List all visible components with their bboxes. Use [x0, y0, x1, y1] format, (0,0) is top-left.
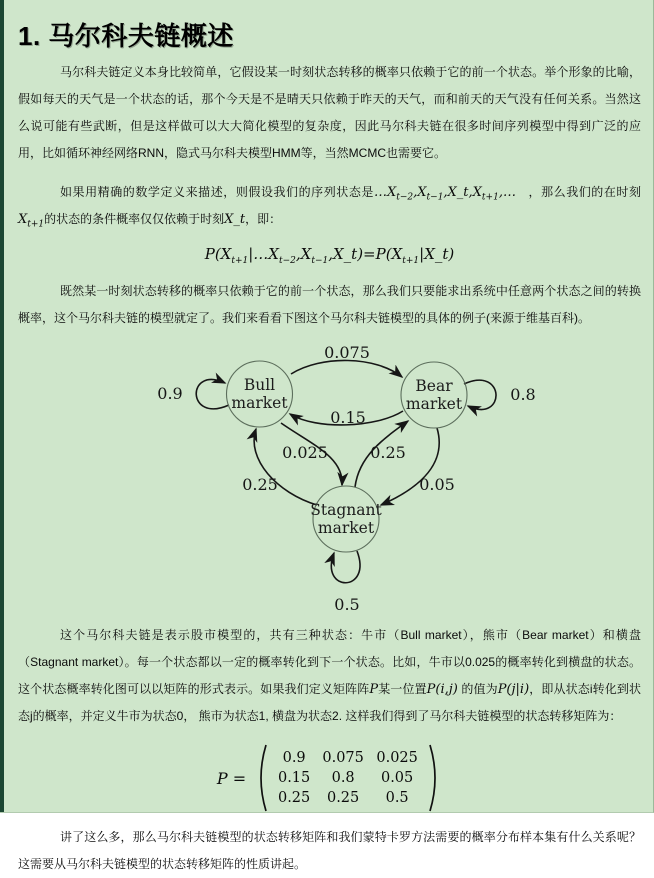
- edge-stagnant-self-loop: [331, 551, 360, 583]
- edge-bull-self-loop: [196, 380, 229, 409]
- transition-matrix-equation: [18, 742, 641, 814]
- matrix-cell: 0.15: [277, 770, 311, 786]
- paragraph-text: 马尔科夫链定义本身比较简单，它假设某一时刻状态转移的概率只依赖于它的前一个状态。举个形象的比喻，假如每天的天气是一个状态的话，那个今天是不是晴天只依赖于昨天的天气，而和前天的天气没有任何关系。当然这么说可能有些武断，但是这样做可以大大简化模型的复杂度，因此马尔科夫链在很多时间序列模型中得到广泛的应用，比如循环神经网络RNN，隐式马尔科夫模型HMM等，当然MCMC也需要它。: [18, 65, 641, 160]
- prob-stagnant-self: 0.5: [334, 595, 360, 614]
- paragraph-text: 的状态的条件概率仅仅依赖于时刻: [44, 212, 225, 226]
- transition-matrix-values: [268, 748, 428, 808]
- window-edge-stripe: [0, 0, 4, 812]
- prob-stagnant-to-bull: 0.25: [242, 475, 278, 494]
- matrix-cell: 0.025: [376, 750, 418, 766]
- paragraph-text: ，即：: [245, 212, 282, 226]
- state-diagram-svg: [136, 344, 556, 614]
- matrix-cell: 0.8: [331, 770, 355, 786]
- prob-bull-self: 0.9: [157, 384, 183, 403]
- page-title: 1. 马尔科夫链概述: [18, 21, 234, 51]
- paragraph-text: 某一位置: [378, 682, 427, 696]
- inline-math-Pji: P(j|i): [497, 682, 530, 697]
- paragraph-closing: [18, 824, 641, 878]
- prob-stagnant-to-bear: 0.25: [370, 443, 406, 462]
- prob-bear-to-stagnant: 0.05: [419, 475, 455, 494]
- paragraph-text: ，即从状态i转化到状态j的概率，并定义牛市为状态0， 熊市为状态1, 横盘为状态2. 这样我们得到了马尔科夫链模型的状态转移矩阵为：: [18, 682, 641, 723]
- node-stagnant-label-line2: market: [317, 519, 375, 537]
- matrix-right-paren: [428, 742, 442, 814]
- matrix-cell: 0.25: [277, 790, 311, 806]
- edge-bear-self-loop: [464, 380, 496, 409]
- matrix-cell: 0.075: [322, 750, 364, 766]
- paragraph-text: 既然某一时刻状态转移的概率只依赖于它的前一个状态，那么我们只要能求出系统中任意两个状态之间的转换概率，这个马尔科夫链的模型就定了。我们来看看下图这个马尔科夫链模型的具体的例子(来源于维基百科)。: [18, 284, 641, 325]
- paragraph-text: 讲了这么多，那么马尔科夫链模型的状态转移矩阵和我们蒙特卡罗方法需要的概率分布样本集有什么关系呢？这需要从马尔科夫链模型的状态转移矩阵的性质讲起。: [18, 830, 641, 871]
- node-bear-label-line2: market: [405, 395, 463, 413]
- paragraph-text: 如果用精确的数学定义来描述，则假设我们的序列状态是: [60, 185, 374, 199]
- inline-math-xt: X_t: [224, 212, 246, 227]
- prob-bear-to-bull: 0.15: [330, 408, 366, 427]
- prob-bull-to-stagnant: 0.025: [282, 443, 328, 462]
- matrix-cell: 0.05: [380, 770, 414, 786]
- prob-bear-self: 0.8: [510, 385, 536, 404]
- equation-math: $P(X_{t+1}|\dots X_{t-2},X_{t-1},X\_t)=P(X_{t+1}|X\_t)$: [204, 245, 455, 266]
- matrix-left-paren: [254, 742, 268, 814]
- inline-math-xt1: $X_{t+1}$: [18, 212, 45, 230]
- markov-property-equation: [18, 245, 641, 264]
- paragraph-text: 的值为: [457, 682, 498, 696]
- paragraph-transition: [18, 278, 641, 332]
- matrix-lhs: P =: [216, 768, 247, 788]
- paragraph-intro: [18, 59, 641, 167]
- matrix-cell: 0.9: [282, 750, 306, 766]
- matrix-cell: 0.25: [326, 790, 360, 806]
- inline-math-Pij: P(i,j): [426, 682, 458, 697]
- paragraph-text: ，那么我们的在时刻: [515, 185, 641, 199]
- paragraph-stock-model: [18, 622, 641, 730]
- node-bull-label-line1: Bull: [243, 376, 276, 394]
- node-bear-label-line1: Bear: [415, 377, 453, 395]
- prob-bull-to-bear: 0.075: [324, 343, 370, 362]
- node-bull-label-line2: market: [231, 394, 288, 412]
- paragraph-definition: [18, 179, 641, 233]
- matrix-cell: 0.5: [385, 790, 409, 806]
- markov-chain-state-diagram: [136, 344, 556, 614]
- edge-bull-to-bear: [291, 360, 402, 377]
- inline-math-P: P: [369, 682, 379, 697]
- paragraph-text: 这个马尔科夫链是表示股市模型的，共有三种状态：牛市（Bull market），熊市（Bear market）和横盘（Stagnant market）。每一个状态都以一定的概率转化到下一个状态。比如，牛市以0.025的概率转化到横盘的状态。这个状态概率转化图可以以矩阵的形式表示。如果我们定义矩阵阵: [18, 628, 641, 696]
- node-stagnant-label-line1: Stagnant: [310, 501, 382, 519]
- inline-math-sequence: $\dots X_{t-2},X_{t-1},X\_t,X_{t+1},\dots$: [373, 185, 516, 203]
